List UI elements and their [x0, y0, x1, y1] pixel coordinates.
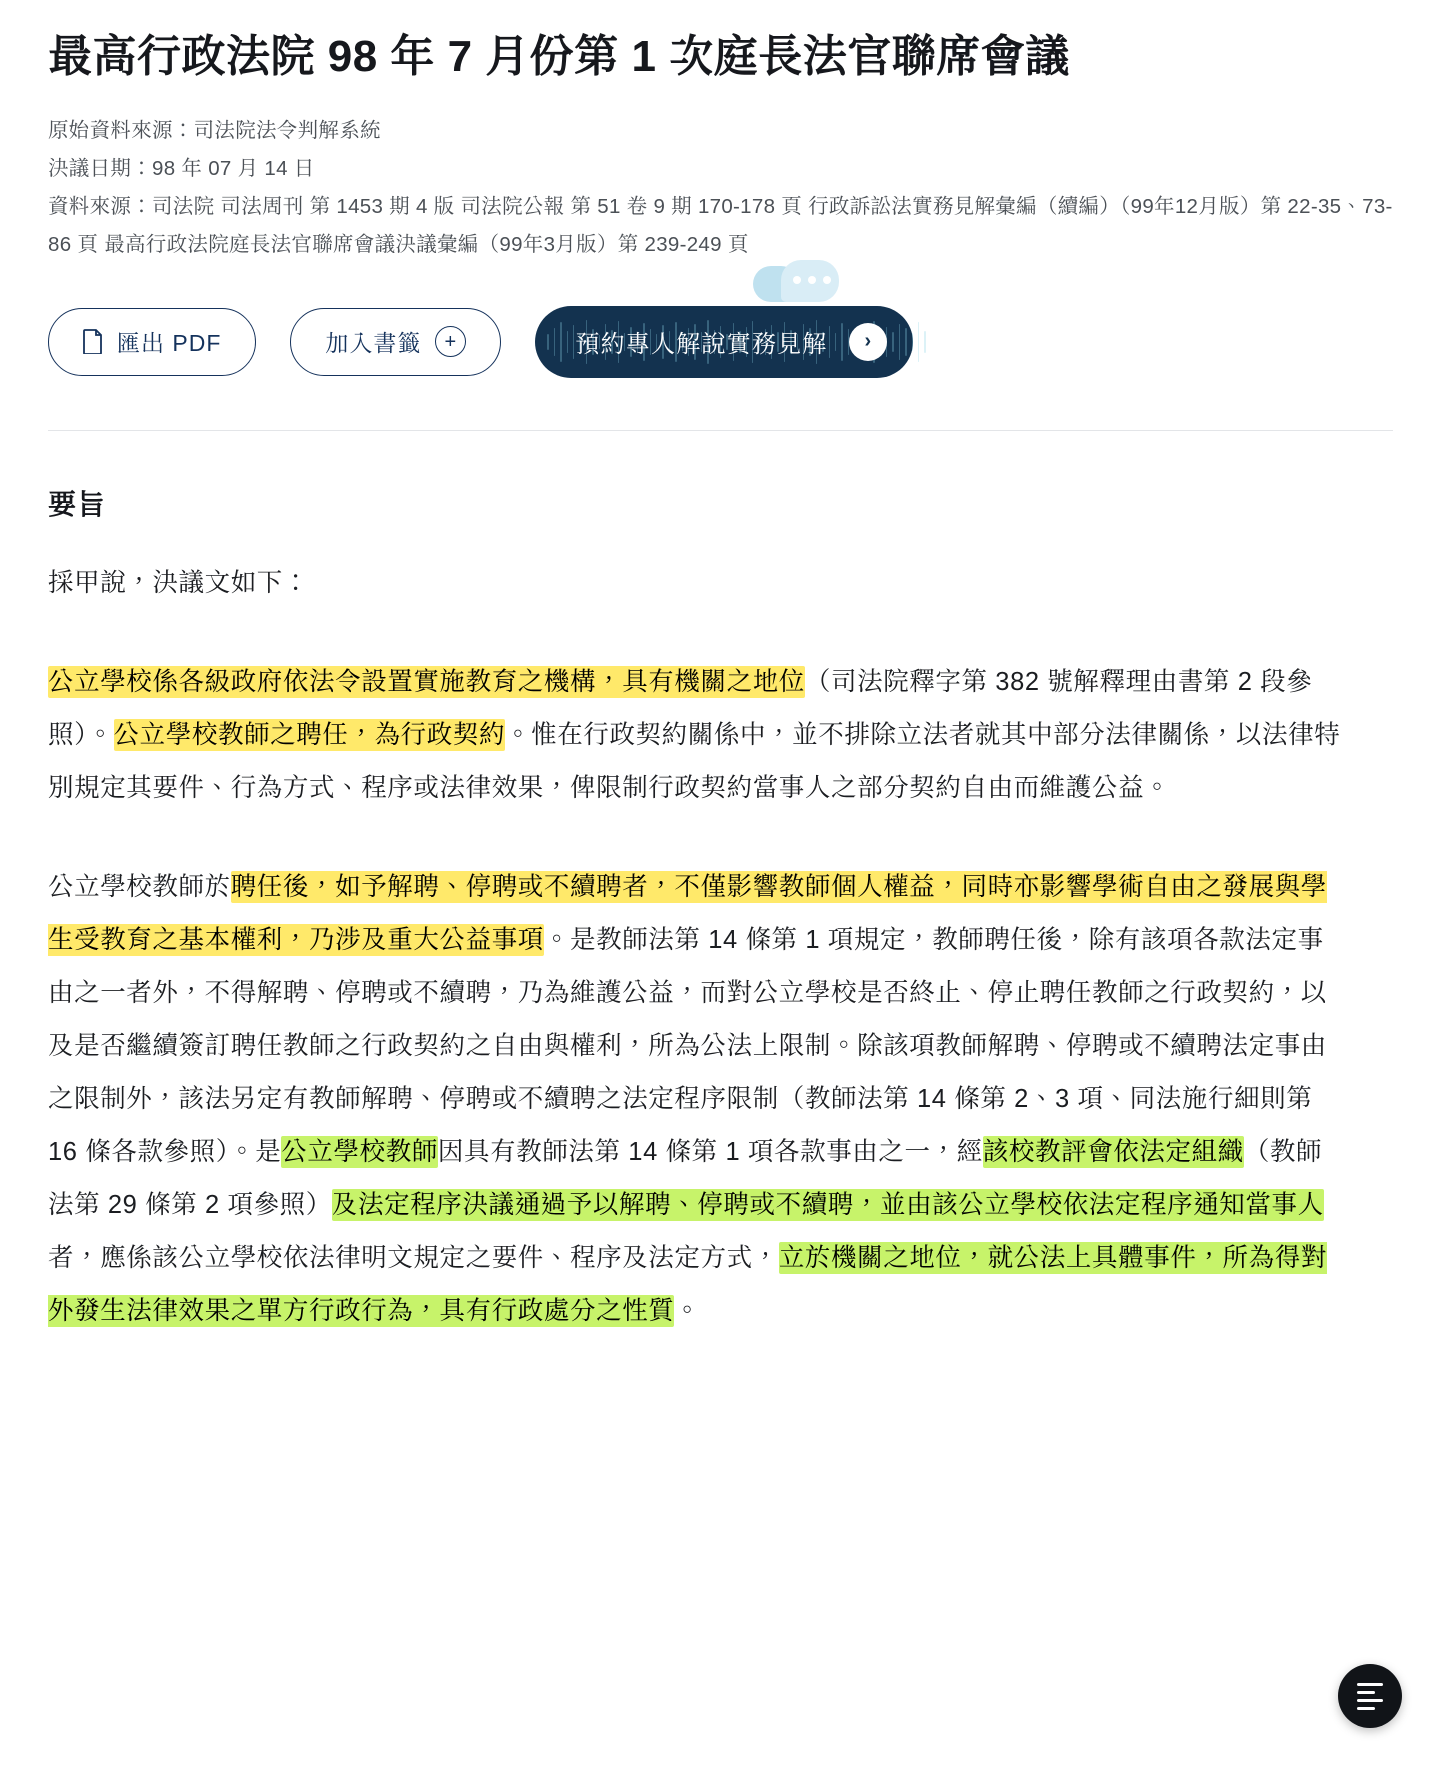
document-body — [48, 557, 1348, 1338]
highlight-green-4: 立於機關之地位，就公法上具體事件，所為得對外發生法律效果之單方行政行為，具有行政處分之性質 — [48, 1244, 1327, 1326]
action-toolbar — [48, 306, 1402, 378]
p2-seg3: 。是教師法第 14 條第 1 項規定，教師聘任後，除有該項各款法定事由之一者外，不得解聘、停聘或不續聘，乃為維護公益，而對公立學校是否終止、停止聘任教師之行政契約，以及是否繼續簽訂聘任教師之行政契約之自由與權利，所為公法上限制。除該項教師解聘、停聘或不續聘法定事由之限制外，該法另定有教師解聘、停聘或不續聘之法定程序限制（教師法第 14 條第 2、3 項、同法施行細則第 16 條各款參照）。是 — [48, 925, 1327, 1167]
p2-seg9: 者，應係該公立學校依法律明文規定之要件、程序及法定方式， — [48, 1244, 779, 1273]
paragraph-1 — [48, 656, 1348, 815]
highlight-green-1: 公立學校教師 — [281, 1138, 438, 1167]
bookmark-button[interactable] — [290, 308, 501, 376]
export-pdf-button[interactable] — [48, 308, 256, 376]
paragraph-2 — [48, 861, 1348, 1338]
chevron-right-icon — [849, 323, 887, 361]
section-heading-summary: 要旨 — [48, 488, 107, 520]
toc-lines — [1357, 1683, 1383, 1710]
highlight-green-2: 該校教評會依法定組織 — [982, 1138, 1244, 1167]
table-of-contents-icon[interactable] — [1338, 1664, 1402, 1728]
highlight-green-3: 及法定程序決議通過予以解聘、停聘或不續聘，並由該公立學校依法定程序通知當事人 — [331, 1191, 1324, 1220]
cta-label: 預約專人解說實務見解 — [575, 331, 828, 359]
p2-seg11: 。 — [674, 1297, 701, 1326]
chevron-glyph: › — [864, 330, 873, 353]
chat-bubble-icon — [753, 260, 839, 318]
p2-seg1: 公立學校教師於 — [48, 872, 231, 901]
p2-seg7: （教師法第 29 條第 2 項參照） — [48, 1138, 1323, 1220]
plus-glyph: + — [444, 330, 458, 353]
p1-seg2: （司法院釋字第 382 號解釋理由書第 2 段參照）。 — [48, 667, 1313, 749]
meta-decision-date: 決議日期：98 年 07 月 14 日 — [48, 157, 315, 180]
document-icon — [83, 329, 103, 354]
plus-circle-icon — [435, 326, 466, 357]
book-expert-cta-button[interactable] — [535, 306, 913, 378]
p2-seg5: 因具有教師法第 14 條第 1 項各款事由之一，經 — [437, 1138, 983, 1167]
meta-origin-source: 原始資料來源：司法院法令判解系統 — [48, 119, 381, 143]
section-divider — [48, 430, 1393, 431]
highlight-yellow-2: 公立學校教師之聘任，為行政契約 — [113, 720, 506, 749]
document-meta — [48, 112, 1402, 264]
highlight-yellow-1: 公立學校係各級政府依法令設置實施教育之機構，具有機關之地位 — [48, 667, 805, 696]
bookmark-label: 加入書籤 — [325, 330, 422, 357]
meta-data-source: 資料來源：司法院 司法周刊 第 1453 期 4 版 司法院公報 第 51 卷 9 期 170-178 頁 行政訴訟法實務見解彙編（續編）（99年12月版）第 22-35、73-86 頁 最高行政法院庭長法官聯席會議決議彙編（99年3月版）第 239-249 頁 — [48, 194, 1393, 256]
highlight-yellow-3: 聘任後，如予解聘、停聘或不續聘者，不僅影響教師個人權益，同時亦影響學術自由之發展與學生受教育之基本權利，乃涉及重大公益事項 — [48, 872, 1327, 954]
p1-seg4: 。惟在行政契約關係中，並不排除立法者就其中部分法律關係，以法律特別規定其要件、行為方式、程序或法律效果，俾限制行政契約當事人之部分契約自由而維護公益。 — [48, 720, 1341, 802]
paragraph-intro: 採甲說，決議文如下： — [48, 568, 310, 597]
page-title: 最高行政法院 98 年 7 月份第 1 次庭長法官聯席會議 — [48, 32, 1070, 81]
export-pdf-label: 匯出 PDF — [117, 330, 222, 357]
